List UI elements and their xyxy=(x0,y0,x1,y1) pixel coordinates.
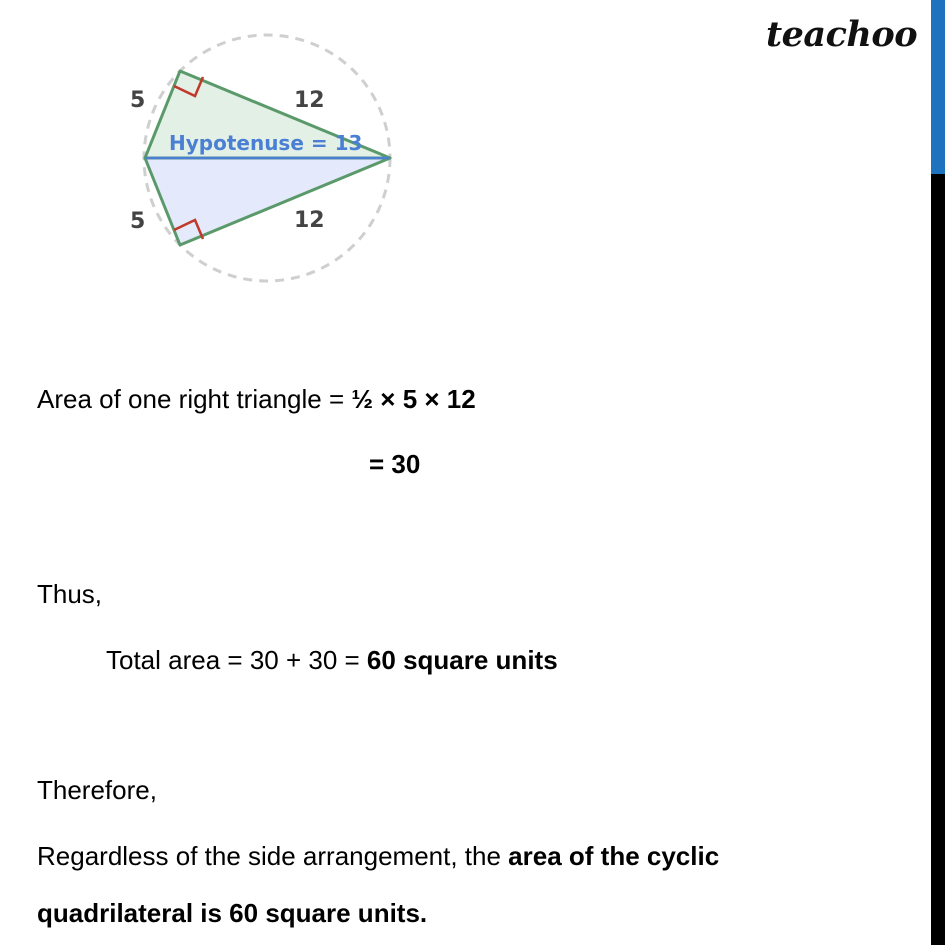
label-bottom-left-side: 5 xyxy=(130,209,146,234)
total-area-result: 60 square units xyxy=(366,645,558,675)
therefore-text: Therefore, xyxy=(37,775,157,805)
conclusion-bold-1: area of the cyclic xyxy=(508,841,720,871)
label-top-right-side: 12 xyxy=(294,88,325,113)
area-one-triangle-formula: ½ × 5 × 12 xyxy=(351,384,476,414)
label-bottom-right-side: 12 xyxy=(294,208,325,233)
right-edge-accent xyxy=(931,0,945,174)
total-area-text: Total area = 30 + 30 = xyxy=(106,645,367,675)
area-one-triangle-line xyxy=(37,384,476,415)
hypotenuse-label: Hypotenuse = 13 xyxy=(169,131,363,155)
area-one-triangle-text: Area of one right triangle = xyxy=(37,384,352,414)
area-one-triangle-result: = 30 xyxy=(369,449,421,479)
total-area-line xyxy=(106,645,558,676)
label-top-left-side: 5 xyxy=(130,88,146,113)
cyclic-quadrilateral-figure xyxy=(0,0,420,300)
bottom-right-triangle xyxy=(145,158,390,245)
conclusion-text: Regardless of the side arrangement, the xyxy=(37,841,509,871)
teachoo-logo: teachoo xyxy=(766,14,918,55)
conclusion-line-2: quadrilateral is 60 square units. xyxy=(37,898,428,928)
conclusion-line-1 xyxy=(37,841,719,872)
thus-text: Thus, xyxy=(37,579,103,609)
